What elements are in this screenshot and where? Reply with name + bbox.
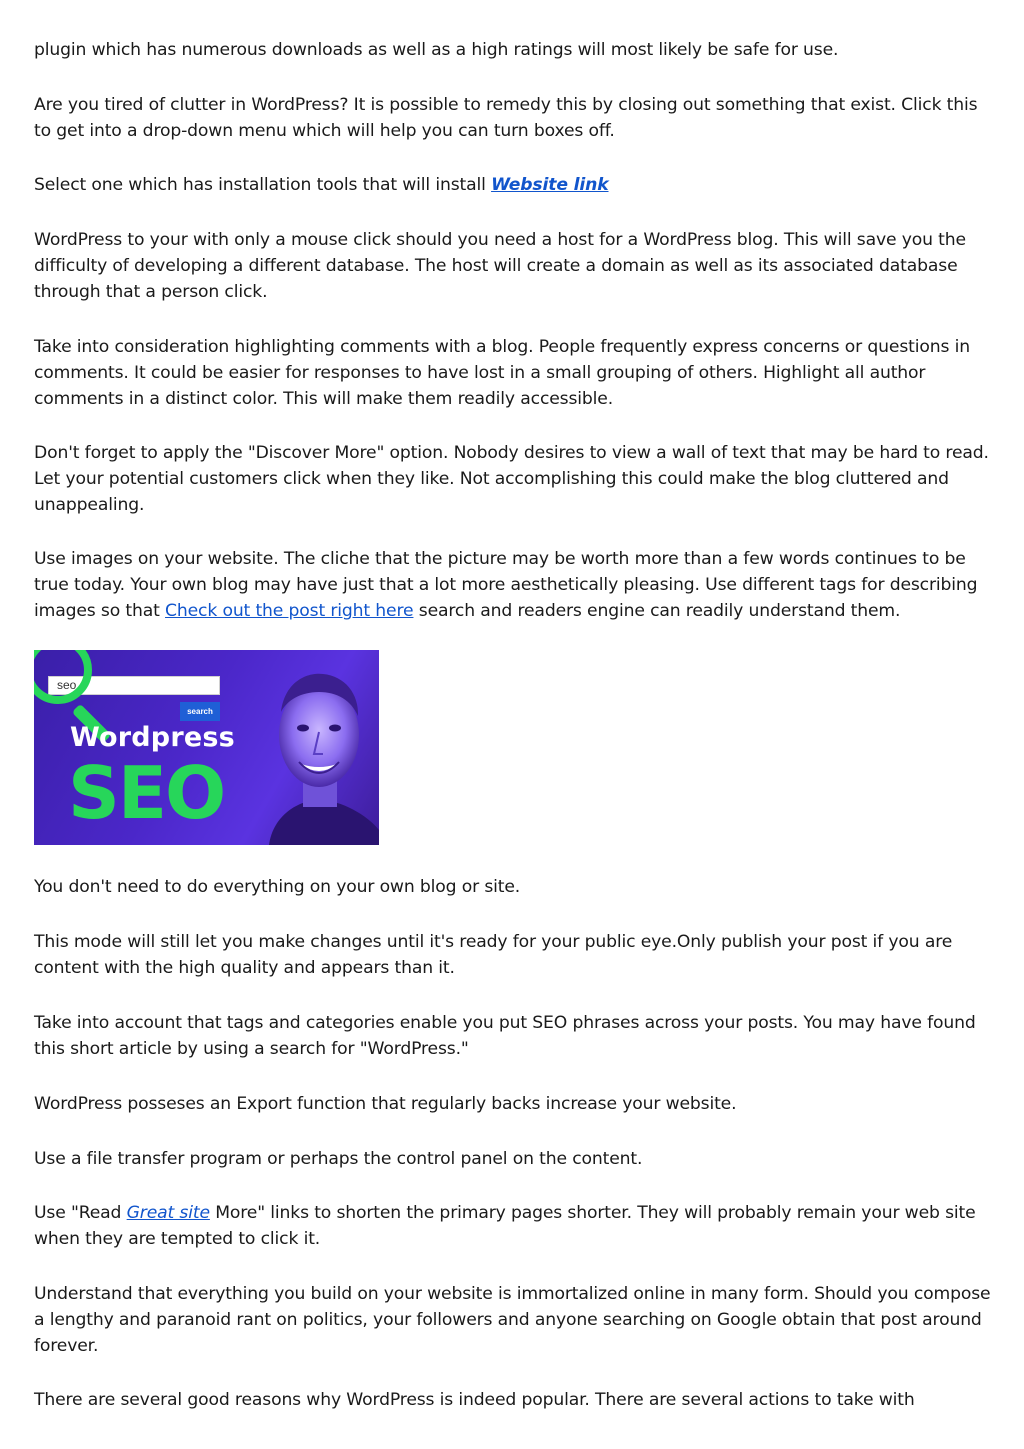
paragraph-13-text-end: More" links to shorten the primary pages shorter. They will probably remain your web site when they are tempted to click it. (34, 1203, 976, 1249)
paragraph-7-text-start: Use images on your website. The cliche that the picture may be worth more than a few words continues to be true today. Your own blog may have just that a lot more aesthetically pleasing. Use different tags for describing images so that (34, 549, 978, 621)
person-portrait (259, 650, 379, 845)
paragraph-7-text-end: search and readers engine can readily understand them. (413, 601, 901, 621)
paragraph-1: plugin which has numerous downloads as well as a high ratings will most likely be safe for use. (34, 40, 839, 60)
great-site-link[interactable]: Great site (126, 1203, 210, 1223)
paragraph-15: There are several good reasons why WordPress is indeed popular. There are several actions to take with (34, 1390, 915, 1410)
paragraph-14: Understand that everything you build on your website is immortalized online in many form. Should you compose a lengthy and paranoid rant on politics, your followers and anyone searching on Google obtain that post around forever. (34, 1284, 991, 1356)
paragraph-8: You don't need to do everything on your own blog or site. (34, 877, 521, 897)
paragraph-5: Take into consideration highlighting comments with a blog. People frequently express concerns or questions in comments. It could be easier for responses to have lost in a small grouping of others. Highlight all author comments in a distinct color. This will make them readily accessible. (34, 337, 970, 409)
paragraph-10: Take into account that tags and categories enable you put SEO phrases across your posts. You may have found this short article by using a search for "WordPress." (34, 1013, 976, 1059)
paragraph-11: WordPress posseses an Export function that regularly backs increase your website. (34, 1094, 737, 1114)
check-out-post-link[interactable]: Check out the post right here (165, 601, 414, 621)
paragraph-13-text-start: Use "Read (34, 1203, 127, 1223)
hero-seo-text: SEO (68, 751, 225, 835)
paragraph-3-text: Select one which has installation tools that will install (34, 175, 492, 195)
hero-title: Wordpress (70, 722, 235, 753)
paragraph-3 (34, 172, 994, 198)
wordpress-seo-image (34, 650, 379, 845)
paragraph-4: WordPress to your with only a mouse click should you need a host for a WordPress blog. This will save you the difficulty of developing a different database. The host will create a domain as well as its associated database through that a person click. (34, 230, 966, 302)
website-link[interactable]: Website link (491, 175, 609, 195)
paragraph-13 (34, 1200, 994, 1252)
hero-search-button: search (180, 702, 220, 721)
paragraph-12: Use a file transfer program or perhaps the control panel on the content. (34, 1149, 643, 1169)
paragraph-9: This mode will still let you make changes until it's ready for your public eye.Only publish your post if you are content with the high quality and appears than it. (34, 932, 953, 978)
paragraph-2: Are you tired of clutter in WordPress? It is possible to remedy this by closing out something that exist. Click this to get into a drop-down menu which will help you can turn boxes off. (34, 95, 978, 141)
magnifier-icon (34, 650, 92, 704)
paragraph-6: Don't forget to apply the "Discover More" option. Nobody desires to view a wall of text that may be hard to read. Let your potential customers click when they like. Not accomplishing this could make the blog cluttered and unappealing. (34, 443, 989, 515)
hero-search-text: seo (57, 678, 77, 692)
paragraph-7 (34, 546, 994, 624)
